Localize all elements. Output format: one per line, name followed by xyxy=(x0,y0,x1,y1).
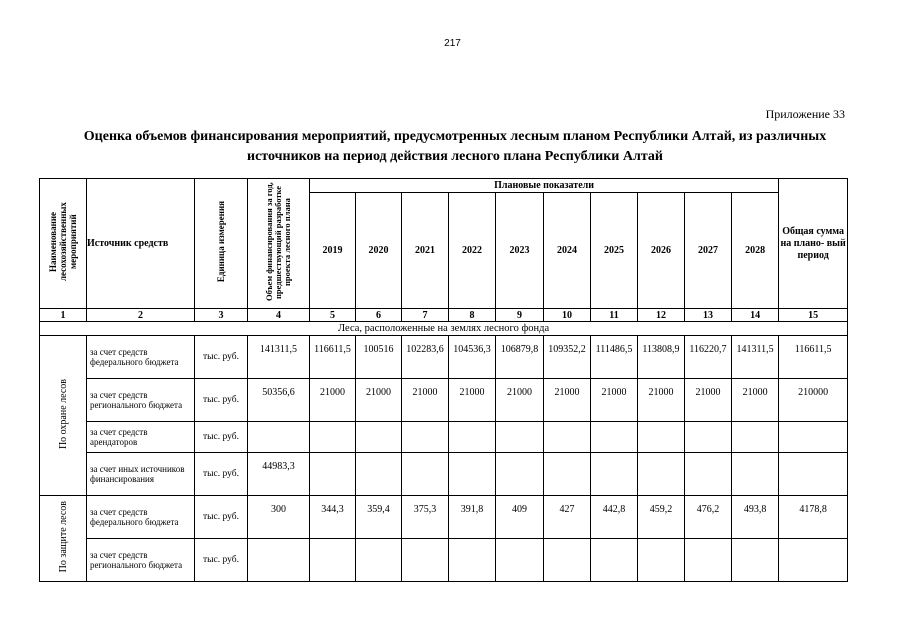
source-cell: за счет средств регионального бюджета xyxy=(87,379,195,422)
column-number: 8 xyxy=(449,309,496,322)
year-value-cell xyxy=(638,453,685,496)
column-numbers-row xyxy=(40,309,848,322)
year-value-cell xyxy=(591,453,638,496)
year-value-cell: 102283,6 xyxy=(402,336,449,379)
funding-cell: 50356,6 xyxy=(248,379,310,422)
year-value-cell: 427 xyxy=(544,496,591,539)
year-value-cell xyxy=(591,539,638,582)
column-number: 13 xyxy=(685,309,732,322)
section-title: Леса, расположенные на землях лесного фонда xyxy=(40,322,848,336)
year-value-cell: 111486,5 xyxy=(591,336,638,379)
year-value-cell: 459,2 xyxy=(638,496,685,539)
year-value-cell: 104536,3 xyxy=(449,336,496,379)
year-value-cell xyxy=(685,539,732,582)
year-value-cell: 359,4 xyxy=(356,496,402,539)
funding-cell xyxy=(248,422,310,453)
unit-cell: тыс. руб. xyxy=(195,422,248,453)
column-number: 5 xyxy=(310,309,356,322)
header-year-2021: 2021 xyxy=(402,193,449,309)
total-cell: 4178,8 xyxy=(779,496,848,539)
year-value-cell xyxy=(402,539,449,582)
table-row xyxy=(40,496,848,539)
column-number: 11 xyxy=(591,309,638,322)
year-value-cell xyxy=(685,422,732,453)
header-year-2023: 2023 xyxy=(496,193,544,309)
column-number: 15 xyxy=(779,309,848,322)
header-year-2026: 2026 xyxy=(638,193,685,309)
funding-cell: 300 xyxy=(248,496,310,539)
year-value-cell: 21000 xyxy=(356,379,402,422)
header-year-2024: 2024 xyxy=(544,193,591,309)
table-row xyxy=(40,453,848,496)
source-cell: за счет средств арендаторов xyxy=(87,422,195,453)
document-title: Оценка объемов финансирования мероприятий, предусмотренных лесным планом Республики Алтай, из различных источников на период действия лесного плана Республики Алтай xyxy=(83,129,827,164)
year-value-cell: 409 xyxy=(496,496,544,539)
header-funding xyxy=(248,179,310,309)
column-number: 7 xyxy=(402,309,449,322)
unit-cell: тыс. руб. xyxy=(195,336,248,379)
year-value-cell xyxy=(496,539,544,582)
group-cell xyxy=(40,336,87,496)
year-value-cell xyxy=(544,539,591,582)
total-cell xyxy=(779,453,848,496)
column-number: 1 xyxy=(40,309,87,322)
header-year-2022: 2022 xyxy=(449,193,496,309)
year-value-cell: 442,8 xyxy=(591,496,638,539)
year-value-cell: 21000 xyxy=(591,379,638,422)
source-cell: за счет иных источников финансирования xyxy=(87,453,195,496)
year-value-cell xyxy=(732,422,779,453)
year-value-cell xyxy=(496,422,544,453)
year-value-cell: 21000 xyxy=(732,379,779,422)
section-row xyxy=(40,322,848,336)
year-value-cell xyxy=(544,453,591,496)
year-value-cell: 375,3 xyxy=(402,496,449,539)
year-value-cell xyxy=(449,539,496,582)
header-year-2020: 2020 xyxy=(356,193,402,309)
column-number: 6 xyxy=(356,309,402,322)
year-value-cell: 21000 xyxy=(496,379,544,422)
year-value-cell xyxy=(449,453,496,496)
column-number: 9 xyxy=(496,309,544,322)
year-value-cell xyxy=(310,539,356,582)
source-cell: за счет средств регионального бюджета xyxy=(87,539,195,582)
year-value-cell xyxy=(402,453,449,496)
total-cell: 116611,5 xyxy=(779,336,848,379)
year-value-cell: 344,3 xyxy=(310,496,356,539)
year-value-cell xyxy=(356,539,402,582)
year-value-cell: 116220,7 xyxy=(685,336,732,379)
year-value-cell: 21000 xyxy=(310,379,356,422)
header-year-2019: 2019 xyxy=(310,193,356,309)
year-value-cell: 21000 xyxy=(544,379,591,422)
column-number: 3 xyxy=(195,309,248,322)
column-number: 10 xyxy=(544,309,591,322)
unit-cell: тыс. руб. xyxy=(195,453,248,496)
funding-cell: 44983,3 xyxy=(248,453,310,496)
header-year-2028: 2028 xyxy=(732,193,779,309)
year-value-cell: 116611,5 xyxy=(310,336,356,379)
unit-cell: тыс. руб. xyxy=(195,496,248,539)
year-value-cell: 391,8 xyxy=(449,496,496,539)
year-value-cell: 106879,8 xyxy=(496,336,544,379)
header-unit xyxy=(195,179,248,309)
year-value-cell: 113808,9 xyxy=(638,336,685,379)
total-cell: 210000 xyxy=(779,379,848,422)
year-value-cell xyxy=(356,422,402,453)
table-row xyxy=(40,422,848,453)
year-value-cell xyxy=(310,422,356,453)
column-number: 4 xyxy=(248,309,310,322)
header-source: Источник средств xyxy=(87,179,195,309)
year-value-cell xyxy=(449,422,496,453)
year-value-cell xyxy=(685,453,732,496)
source-cell: за счет средств федерального бюджета xyxy=(87,336,195,379)
header-total: Общая сумма на плано- вый период xyxy=(779,179,848,309)
funding-cell: 141311,5 xyxy=(248,336,310,379)
header-row xyxy=(40,179,848,193)
column-number: 12 xyxy=(638,309,685,322)
header-funding-text: Объем финансирования за год, предшествующий разработке проекта лесного плана xyxy=(264,182,292,302)
funding-cell xyxy=(248,539,310,582)
appendix-label: Приложение 33 xyxy=(765,107,845,121)
financing-table xyxy=(39,178,848,582)
year-value-cell xyxy=(732,453,779,496)
year-value-cell: 21000 xyxy=(402,379,449,422)
header-year-2027: 2027 xyxy=(685,193,732,309)
year-value-cell: 109352,2 xyxy=(544,336,591,379)
table-row xyxy=(40,539,848,582)
header-planned: Плановые показатели xyxy=(310,179,779,193)
table-row xyxy=(40,336,848,379)
year-value-cell: 21000 xyxy=(449,379,496,422)
year-value-cell: 21000 xyxy=(685,379,732,422)
unit-cell: тыс. руб. xyxy=(195,539,248,582)
total-cell xyxy=(779,539,848,582)
year-value-cell xyxy=(638,539,685,582)
column-number: 14 xyxy=(732,309,779,322)
year-value-cell xyxy=(544,422,591,453)
unit-cell: тыс. руб. xyxy=(195,379,248,422)
year-value-cell xyxy=(732,539,779,582)
group-name: По защите лесов xyxy=(57,501,69,573)
year-value-cell: 21000 xyxy=(638,379,685,422)
header-activity-text: Наименование лесохозяйственных мероприятий xyxy=(48,202,78,282)
year-value-cell: 493,8 xyxy=(732,496,779,539)
year-value-cell xyxy=(638,422,685,453)
year-value-cell xyxy=(310,453,356,496)
page-number: 217 xyxy=(444,38,461,49)
year-value-cell xyxy=(591,422,638,453)
year-value-cell: 141311,5 xyxy=(732,336,779,379)
group-name: По охране лесов xyxy=(57,378,69,450)
column-number: 2 xyxy=(87,309,195,322)
source-cell: за счет средств федерального бюджета xyxy=(87,496,195,539)
year-value-cell: 100516 xyxy=(356,336,402,379)
year-value-cell xyxy=(496,453,544,496)
year-value-cell xyxy=(356,453,402,496)
table-row xyxy=(40,379,848,422)
year-value-cell: 476,2 xyxy=(685,496,732,539)
header-unit-text: Единица измерения xyxy=(216,201,226,283)
header-year-2025: 2025 xyxy=(591,193,638,309)
year-value-cell xyxy=(402,422,449,453)
group-cell xyxy=(40,496,87,582)
header-activity xyxy=(40,179,87,309)
total-cell xyxy=(779,422,848,453)
